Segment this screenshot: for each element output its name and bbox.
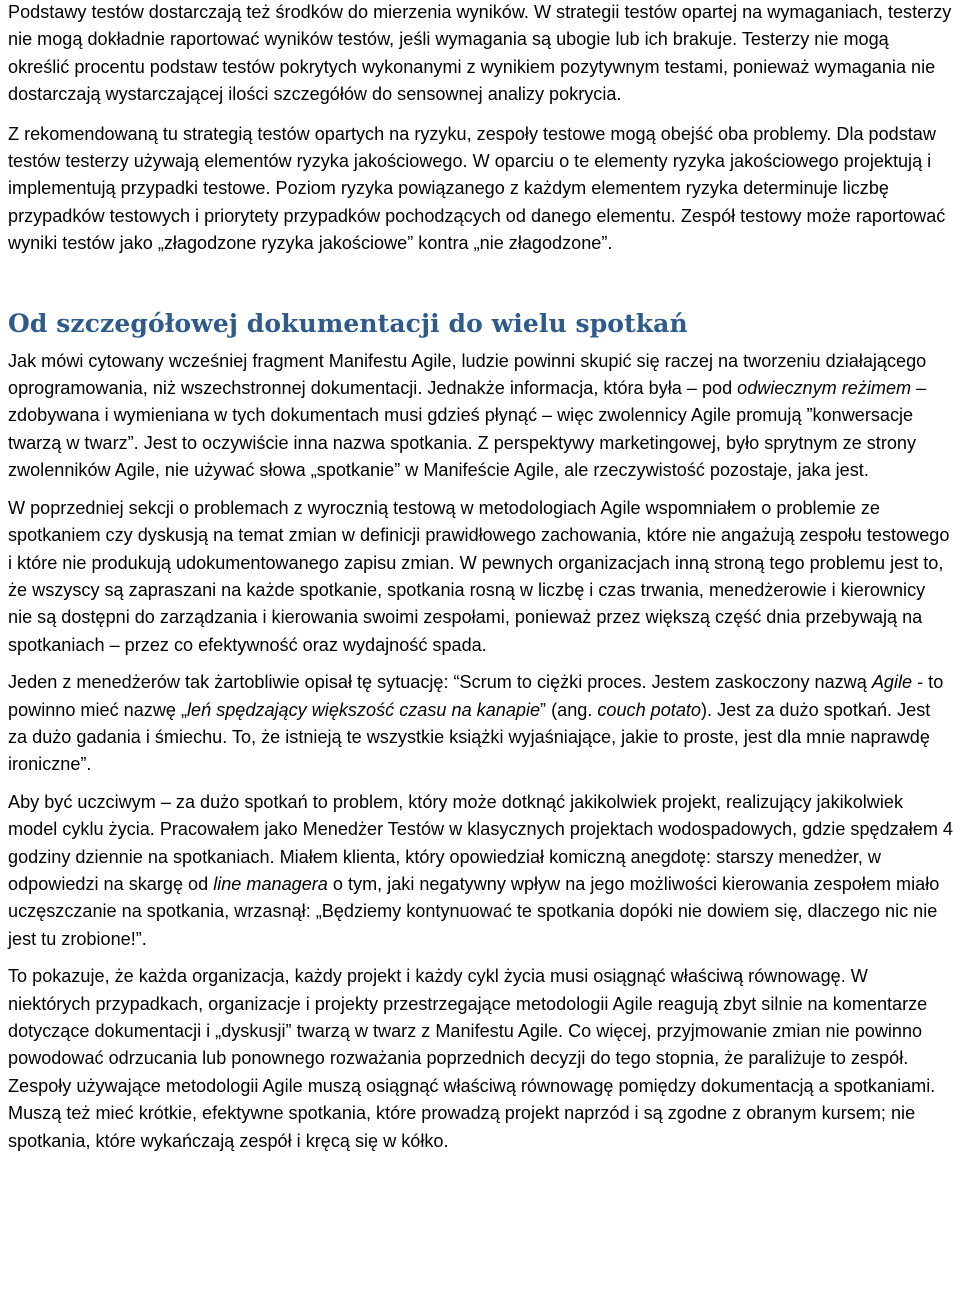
paragraph-balance: To pokazuje, że każda organizacja, każdy projekt i każdy cykl życia musi osiągnąć właściwą równowagę. W niektórych przypadkach, organizacje i projekty przestrzegające metodologii Agile reagują zbyt silnie na komentarze dotyczące dokumentacji i „dyskusji” twarzą w twarz z Manifestu Agile. Co więcej, przyjmowanie zmian nie powinno powodować odrzucania lub ponownego rozważania poprzednich decyzji do tego stopnia, że paraliżuje to zespół. Zespoły używające metodologii Agile muszą osiągnąć właściwą równowagę pomiędzy dokumentacją a spotkaniami. Muszą też mieć krótkie, efektywne spotkania, które prowadzą projekt naprzód i są zgodne z obranym kursem; nie spotkania, które wykańczają zespół i kręcą się w kółko. — [8, 966, 936, 1151]
text-run: Aby być uczciwym – za dużo spotkań to problem, który może dotknąć jakikolwiek projekt, realizujący jakikolwiek model cyklu życia. Pracowałem jako Menedżer Testów w klasycznych projektach wodospadowych, gdzie spędzałem 4 godziny dziennie na spotkaniach. Miałem klienta, który opowiedział komiczną anegdotę: starszy menedżer, w odpowiedzi na skargę od — [8, 791, 954, 894]
text-run: ” (ang. — [540, 699, 598, 720]
paragraph-manifesto — [8, 348, 954, 485]
text-run: - to powinno mieć nazwę „ — [8, 672, 944, 720]
paragraph-measurement: Podstawy testów dostarczają też środków do mierzenia wyników. W strategii testów opartej na wymaganiach, testerzy nie mogą dokładnie raportować wyników testów, jeśli wymagania są ubogie lub ich brakuje. Testerzy nie mogą określić procentu podstaw testów pokrytych wykonanymi z wynikiem pozytywnym testami, ponieważ wymagania nie dostarczają wystarczającej ilości szczegółów do sensownej analizy pokrycia. — [8, 2, 952, 105]
paragraph-risk-strategy: Z rekomendowaną tu strategią testów opartych na ryzyku, zespoły testowe mogą obejść oba problemy. Dla podstaw testów testerzy używają elementów ryzyka jakościowego. W oparciu o te elementy ryzyka jakościowego projektują i implementują przypadki testowe. Poziom ryzyka powiązanego z każdym elementem ryzyka determinuje liczbę przypadków testowych i priorytety przypadków pochodzących od danego elementu. Zespół testowy może raportować wyniki testów jako „złagodzone ryzyka jakościowe” kontra „nie złagodzone”. — [8, 123, 946, 254]
paragraph-test-oracle: W poprzedniej sekcji o problemach z wyrocznią testową w metodologiach Agile wspomniałem o problemie ze spotkaniem czy dyskusją na temat zmian w definicji prawidłowego zachowania, które nie angażują zespołu testowego i które nie produkują udokumentowanego zapisu zmian. W pewnych organizacjach inną stroną tego problemu jest to, że wszyscy są zapraszani na każde spotkanie, spotkania rosną w liczbę i czas trwania, menedżerowie i kierownicy nie są dostępni do zarządzania i kierowania swoimi zespołami, ponieważ przez większą część dnia przebywają na spotkaniach – przez co efektywność oraz wydajność spada. — [8, 497, 950, 655]
text-run: Jeden z menedżerów tak żartobliwie opisał tę sytuację: “Scrum to ciężki proces. Jestem zaskoczony nazwą — [8, 672, 872, 693]
italic-run: couch potato — [597, 699, 701, 720]
text-run: o tym, jaki negatywny wpływ na jego możliwości kierowania zespołem miało uczęszczanie na spotkania, wrzasnął: „Będziemy kontynuować te spotkania dopóki nie dowiem się, dlaczego nic nie jest tu zrobione!”. — [8, 873, 940, 949]
text-run: Jak mówi cytowany wcześniej fragment Manifestu Agile, ludzie powinni skupić się raczej na tworzeniu działającego oprogramowania, niż wszechstronnej dokumentacji. Jednakże informacja, która była – pod — [8, 350, 927, 399]
italic-run: line managera — [213, 873, 328, 894]
document-page — [8, 0, 954, 1155]
paragraph-waterfall-anecdote — [8, 789, 954, 953]
italic-run: leń spędzający większość czasu na kanapie — [187, 699, 541, 720]
italic-run: odwiecznym reżimem — [737, 378, 912, 399]
section-heading: Od szczegółowej dokumentacji do wielu spotkań — [8, 308, 688, 338]
text-run: ). Jest za dużo spotkań. Jest za dużo gadania i śmiechu. To, że istnieją te wszystkie książki wyjaśniające, jakie to proste, jest dla mnie naprawdę ironiczne”. — [8, 699, 931, 775]
paragraph-manager-quote — [8, 669, 954, 779]
italic-run: Agile — [871, 672, 913, 693]
text-run: – zdobywana i wymieniana w tych dokumentach musi gdzieś płynąć – więc zwolennicy Agile promują ”konwersacje twarzą w twarz”. Jest to oczywiście inna nazwa spotkania. Z perspektywy marketingowej, było sprytnym ze strony zwolenników Agile, nie używać słowa „spotkanie” w Manifeście Agile, ale rzeczywistość pozostaje, jaka jest. — [8, 378, 927, 481]
